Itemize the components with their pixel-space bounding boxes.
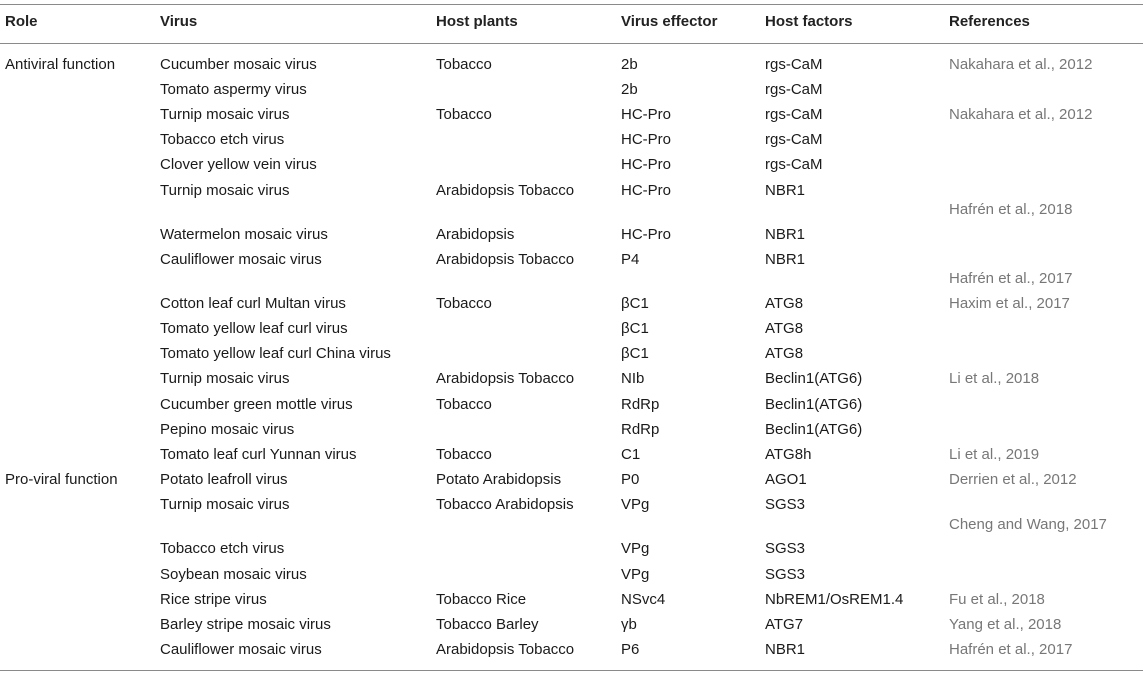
row-host-plants: Tobacco (436, 446, 492, 463)
table-row (0, 155, 1143, 177)
table-row (0, 319, 1143, 341)
row-host-factor: SGS3 (765, 566, 806, 583)
row-reference: Nakahara et al., 2012 (949, 106, 1093, 123)
row-host-plants: Tobacco Arabidopsis (436, 496, 574, 513)
row-virus: Turnip mosaic virus (160, 496, 290, 513)
row-virus-effector: P4 (621, 251, 640, 268)
row-virus: Clover yellow vein virus (160, 156, 317, 173)
row-virus: Potato leafroll virus (160, 471, 288, 488)
row-host-factor: rgs-CaM (765, 106, 823, 123)
row-virus-effector: 2b (621, 81, 638, 98)
table-row (0, 470, 1143, 492)
row-virus: Tobacco etch virus (160, 131, 285, 148)
table-row (0, 640, 1143, 662)
reference-cheng-wang-2017: Cheng and Wang, 2017 (949, 516, 1107, 533)
table-row (0, 590, 1143, 612)
row-host-plants: Tobacco (436, 56, 492, 73)
header-virus-effector: Virus effector (621, 13, 718, 30)
row-virus: Turnip mosaic virus (160, 370, 290, 387)
row-virus: Cucumber green mottle virus (160, 396, 353, 413)
row-host-plants: Arabidopsis Tobacco (436, 182, 575, 199)
table-row (0, 420, 1143, 442)
table-row (0, 615, 1143, 637)
row-host-factor: SGS3 (765, 496, 806, 513)
row-reference: Li et al., 2018 (949, 370, 1040, 387)
header-references: References (949, 13, 1030, 30)
row-reference: Hafrén et al., 2017 (949, 641, 1073, 658)
row-virus: Rice stripe virus (160, 591, 267, 608)
row-virus-effector: VPg (621, 566, 650, 583)
row-host-plants: Arabidopsis Tobacco (436, 251, 575, 268)
row-virus: Cotton leaf curl Multan virus (160, 295, 346, 312)
row-virus-effector: βC1 (621, 295, 649, 312)
row-virus-effector: RdRp (621, 396, 660, 413)
row-virus-effector: RdRp (621, 421, 660, 438)
row-virus-effector: HC-Pro (621, 182, 672, 199)
row-virus-effector: HC-Pro (621, 106, 672, 123)
row-host-plants: Tobacco (436, 396, 492, 413)
row-host-factor: Beclin1(ATG6) (765, 370, 863, 387)
table-row (0, 55, 1143, 77)
row-reference: Yang et al., 2018 (949, 616, 1062, 633)
row-virus: Tomato aspermy virus (160, 81, 307, 98)
table-row (0, 225, 1143, 247)
row-virus-effector: NSvc4 (621, 591, 666, 608)
table-row (0, 495, 1143, 517)
row-virus-effector: VPg (621, 496, 650, 513)
table-row (0, 369, 1143, 391)
row-virus-effector: P6 (621, 641, 640, 658)
header-role: Role (5, 13, 38, 30)
row-reference: Nakahara et al., 2012 (949, 56, 1093, 73)
row-host-plants: Tobacco (436, 295, 492, 312)
row-virus: Tomato leaf curl Yunnan virus (160, 446, 357, 463)
row-virus: Tomato yellow leaf curl China virus (160, 345, 391, 362)
row-reference: Haxim et al., 2017 (949, 295, 1070, 312)
row-virus: Tobacco etch virus (160, 540, 285, 557)
table-row (0, 80, 1143, 102)
row-virus-effector: HC-Pro (621, 226, 672, 243)
row-host-factor: AGO1 (765, 471, 807, 488)
row-reference: Fu et al., 2018 (949, 591, 1045, 608)
row-virus: Turnip mosaic virus (160, 182, 290, 199)
header-host-factors: Host factors (765, 13, 853, 30)
row-virus: Soybean mosaic virus (160, 566, 307, 583)
row-host-factor: NbREM1/OsREM1.4 (765, 591, 904, 608)
table-header-row (0, 12, 1143, 34)
row-virus: Pepino mosaic virus (160, 421, 295, 438)
row-virus-effector: P0 (621, 471, 640, 488)
row-host-factor: NBR1 (765, 182, 806, 199)
row-host-plants: Potato Arabidopsis (436, 471, 562, 488)
row-host-plants: Arabidopsis Tobacco (436, 641, 575, 658)
row-virus: Tomato yellow leaf curl virus (160, 320, 348, 337)
row-host-factor: ATG7 (765, 616, 804, 633)
table-row (0, 445, 1143, 467)
table-row (0, 395, 1143, 417)
row-host-factor: SGS3 (765, 540, 806, 557)
row-host-factor: ATG8 (765, 345, 804, 362)
reference-hafren-2018: Hafrén et al., 2018 (949, 201, 1073, 218)
table-row (0, 344, 1143, 366)
row-host-plants: Arabidopsis (436, 226, 515, 243)
row-virus: Watermelon mosaic virus (160, 226, 328, 243)
reference-hafren-2017: Hafrén et al., 2017 (949, 270, 1073, 287)
row-host-plants: Tobacco Barley (436, 616, 539, 633)
row-host-factor: rgs-CaM (765, 56, 823, 73)
row-virus: Turnip mosaic virus (160, 106, 290, 123)
row-host-factor: NBR1 (765, 641, 806, 658)
row-host-factor: ATG8h (765, 446, 812, 463)
table-row (0, 130, 1143, 152)
row-host-factor: Beclin1(ATG6) (765, 421, 863, 438)
row-host-plants: Tobacco (436, 106, 492, 123)
table-top-rule (0, 4, 1143, 5)
row-reference: Li et al., 2019 (949, 446, 1040, 463)
table-header-rule (0, 43, 1143, 44)
row-host-plants: Arabidopsis Tobacco (436, 370, 575, 387)
row-virus-effector: βC1 (621, 320, 649, 337)
row-role: Antiviral function (5, 56, 116, 73)
row-host-factor: ATG8 (765, 295, 804, 312)
row-host-factor: rgs-CaM (765, 81, 823, 98)
row-virus-effector: 2b (621, 56, 638, 73)
row-virus-effector: HC-Pro (621, 156, 672, 173)
row-host-factor: Beclin1(ATG6) (765, 396, 863, 413)
row-virus-effector: VPg (621, 540, 650, 557)
row-host-factor: rgs-CaM (765, 131, 823, 148)
row-virus-effector: βC1 (621, 345, 649, 362)
row-host-plants: Tobacco Rice (436, 591, 527, 608)
table-row (0, 105, 1143, 127)
row-virus-effector: C1 (621, 446, 641, 463)
row-virus: Cauliflower mosaic virus (160, 641, 322, 658)
row-host-factor: rgs-CaM (765, 156, 823, 173)
row-virus-effector: NIb (621, 370, 645, 387)
row-virus: Cucumber mosaic virus (160, 56, 317, 73)
row-host-factor: NBR1 (765, 226, 806, 243)
row-virus-effector: γb (621, 616, 637, 633)
row-host-factor: NBR1 (765, 251, 806, 268)
row-virus: Barley stripe mosaic virus (160, 616, 331, 633)
row-host-factor: ATG8 (765, 320, 804, 337)
row-virus-effector: HC-Pro (621, 131, 672, 148)
row-reference: Derrien et al., 2012 (949, 471, 1077, 488)
table-bottom-rule (0, 670, 1143, 671)
header-virus: Virus (160, 13, 198, 30)
table-row (0, 565, 1143, 587)
header-host-plants: Host plants (436, 13, 518, 30)
row-virus: Cauliflower mosaic virus (160, 251, 322, 268)
table-row (0, 539, 1143, 561)
row-role: Pro-viral function (5, 471, 118, 488)
table-row (0, 294, 1143, 316)
